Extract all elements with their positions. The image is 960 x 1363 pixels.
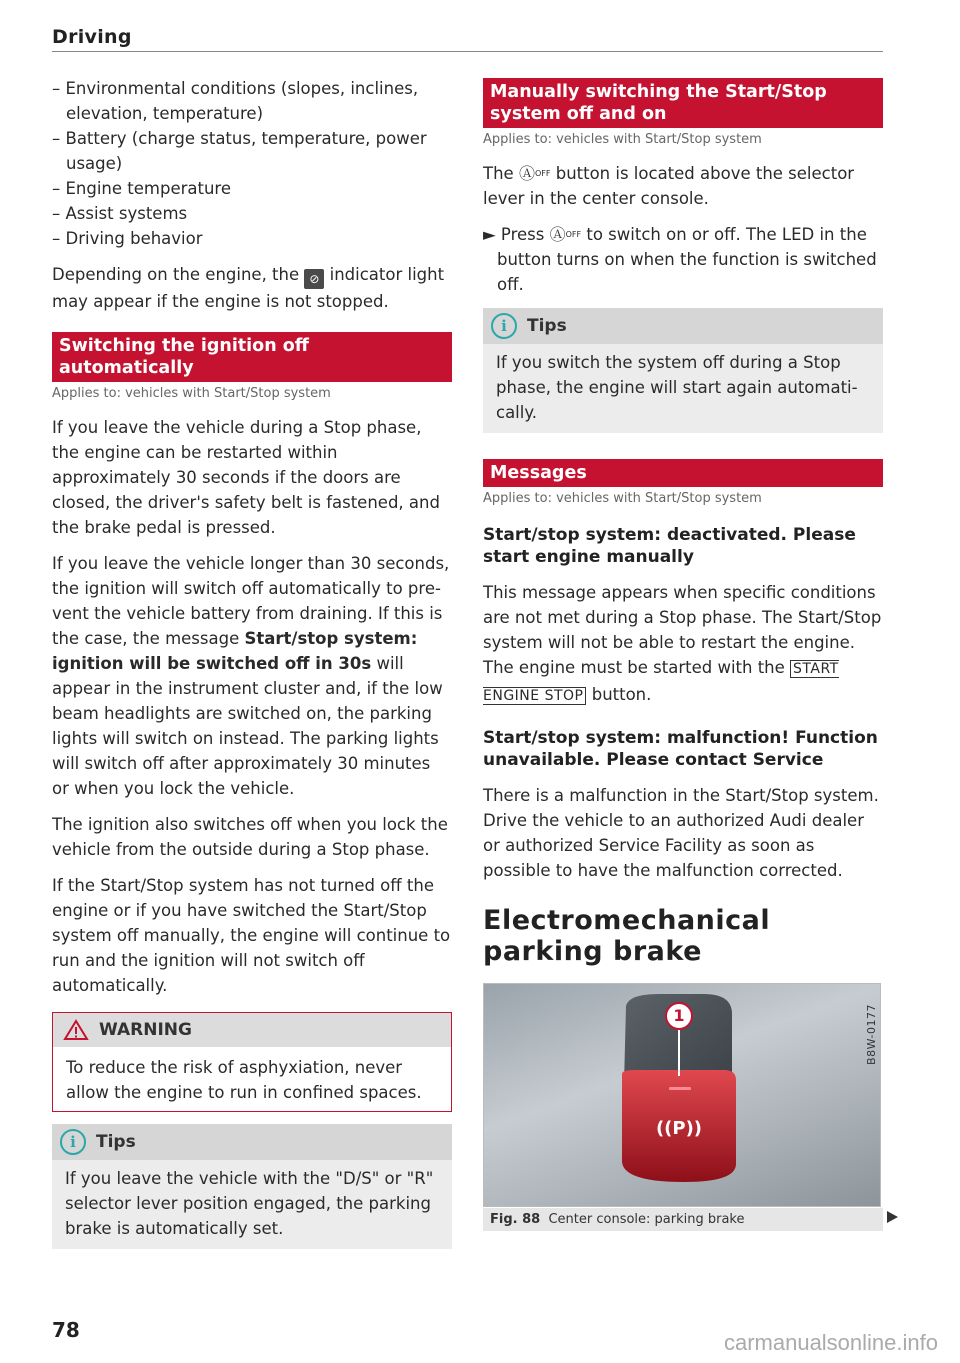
page-number: 78: [52, 1318, 80, 1342]
right-column: [483, 78, 883, 1231]
indicator-paragraph: Depending on the engine, the ⊘ indicator light may appear if the engine is not stopped.: [52, 265, 445, 311]
tips-header: [52, 1124, 452, 1160]
watermark: carmanualsonline.info: [723, 1330, 938, 1355]
ignition-para-1: If you leave the vehicle during a Stop phase, the engine can be restarted within approximately 30 seconds if the doors are closed, the driver's safety belt is fastened, and the brake pedal is pressed.: [52, 418, 440, 537]
section-header: Driving: [52, 26, 132, 48]
message-2-heading: Start/stop system: malfunction! Function unavailable. Please contact Service: [483, 728, 878, 770]
warning-text: To reduce the risk of asphyxiation, never allow the engine to run in confined spaces.: [66, 1058, 422, 1102]
message-1-heading: Start/stop system: deactivated. Please start engine manually: [483, 525, 856, 567]
svg-text:((P)): ((P)): [655, 1118, 703, 1139]
press-step: ► Press ⒶOFF to switch on or off. The LED in the button turns on when the function is switched off.: [483, 225, 877, 294]
list-item: – Driving behavior: [52, 229, 203, 248]
start-stop-button-icon: ⒶOFF: [518, 164, 551, 183]
manual-applies: Applies to: vehicles with Start/Stop system: [483, 132, 762, 147]
message-1-text: This message appears when specific conditions are not met during a Stop phase. The Start/Stop system will not be able to restart the engine. The engine must be started with the START ENGINE STOP button.: [483, 583, 882, 704]
message-2-text: There is a malfunction in the Start/Stop system. Drive the vehicle to an authorized Audi dealer or authorized Service Facility as soon as possible to have the malfunction corrected.: [483, 786, 879, 880]
info-icon: i: [491, 313, 517, 339]
conditions-list: [52, 76, 452, 251]
ignition-applies: Applies to: vehicles with Start/Stop system: [52, 386, 331, 401]
warning-box: [52, 1012, 452, 1112]
ignition-section-title: Switching the ignition off automatically: [52, 332, 452, 382]
start-stop-indicator-icon: ⊘: [304, 269, 324, 289]
epb-title: Electromechanical parking brake: [483, 905, 771, 967]
parking-brake-figure: [483, 983, 881, 1207]
list-item: – Engine temperature: [52, 179, 232, 198]
manual-paragraph: The ⒶOFF button is located above the selector lever in the center console.: [483, 164, 855, 208]
info-icon: i: [60, 1129, 86, 1155]
tips-text: If you switch the system off during a Stop phase, the engine will start again automatically.: [496, 353, 858, 422]
warning-title: WARNING: [99, 1020, 192, 1040]
start-stop-button-icon: ⒶOFF: [549, 225, 582, 244]
figure-caption: Fig. 88 Center console: parking brake: [483, 1208, 883, 1231]
callout-1: 1: [673, 1006, 685, 1025]
tips-title: Tips: [527, 316, 567, 336]
tips-box-left: [52, 1124, 452, 1249]
list-item: – Environmental conditions (slopes, inclines, elevation, temperature): [52, 79, 419, 123]
header-rule: [52, 51, 883, 52]
warning-triangle-icon: [63, 1019, 89, 1041]
tips-text: If you leave the vehicle with the "D/S" or "R" selector lever position engaged, the parking brake is automatically set.: [65, 1169, 434, 1238]
messages-section-title: Messages: [483, 459, 883, 487]
left-column: [52, 76, 452, 1249]
start-engine-stop-key: START ENGINE STOP: [483, 661, 839, 704]
ignition-para-2: If you leave the vehicle longer than 30 seconds, the ignition will switch off automatically to prevent the vehicle battery from draining. If this is the case, the message Start/stop system: ignition will be switched off in 30s will appear in the instrument cluster and, if the low beam headlights are switched on, the parking lights will switch on instead. The parking lights will switch off after approximately 30 minutes or when you lock the vehicle.: [52, 554, 450, 798]
figure-code: B8W-0177: [865, 1004, 879, 1065]
ignition-para-3: The ignition also switches off when you lock the vehicle from the outside during a Stop phase.: [52, 815, 448, 859]
list-item: – Assist systems: [52, 204, 188, 223]
tips-box-right: [483, 308, 883, 433]
messages-applies: Applies to: vehicles with Start/Stop system: [483, 491, 762, 506]
manual-section-title: Manually switching the Start/Stop system off and on: [483, 78, 883, 128]
continue-arrow-icon: [887, 1211, 898, 1223]
ignition-para-4: If the Start/Stop system has not turned off the engine or if you have switched the Start/Stop system off manually, the engine will continue to run and the ignition will not switch off automatically.: [52, 876, 451, 995]
list-item: – Battery (charge status, temperature, power usage): [52, 129, 427, 173]
warning-header: [53, 1013, 451, 1047]
tips-title: Tips: [96, 1132, 136, 1152]
tips-header: [483, 308, 883, 344]
